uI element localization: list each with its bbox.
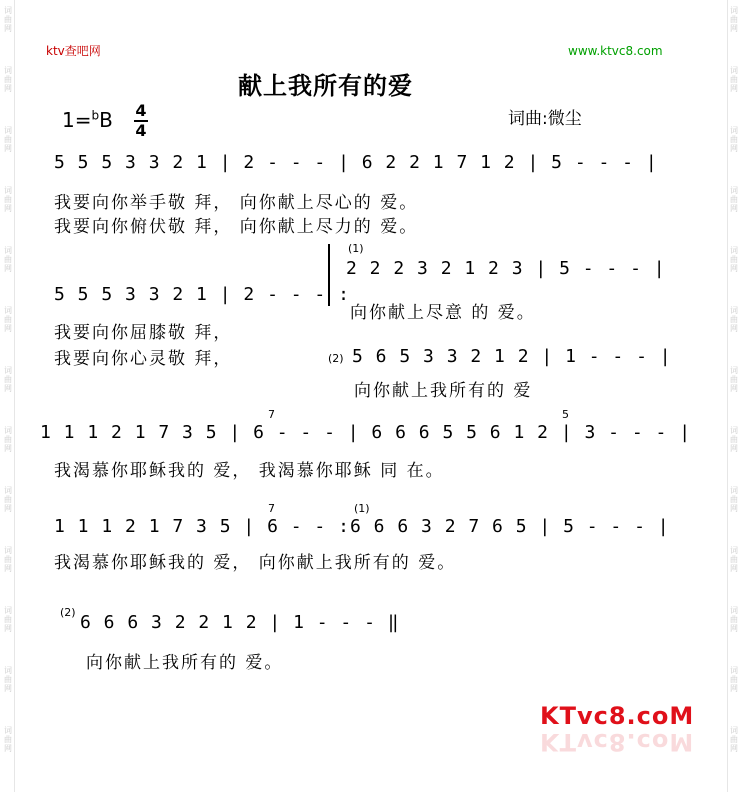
side-watermark-text: 词 曲 网 xyxy=(730,6,738,33)
grace-note-3: 7 xyxy=(268,502,275,515)
lyric-line-5: 向你献上我所有的 爱。 xyxy=(86,653,284,673)
ending-2-notes-a: 5 6 5 3 3 2 1 2 | 1 - - - | xyxy=(352,346,672,367)
ending-2-label-a: (2) xyxy=(328,352,344,365)
key-prefix: 1= xyxy=(62,108,92,132)
side-watermark-text: 词 曲 网 xyxy=(4,306,12,333)
site-url-right: www.ktvc8.com xyxy=(568,44,663,58)
key-note: B xyxy=(99,108,113,132)
ending-1-label-b: (1) xyxy=(354,502,370,515)
side-watermark-text: 词 曲 网 xyxy=(4,546,12,573)
time-bottom: 4 xyxy=(135,121,147,140)
side-watermark-text: 词 曲 网 xyxy=(4,186,12,213)
side-watermark-text: 词 曲 网 xyxy=(4,606,12,633)
side-watermark-text: 词 曲 网 xyxy=(4,426,12,453)
side-watermark-text: 词 曲 网 xyxy=(730,186,738,213)
lyric-line-1a: 我要向你举手敬 拜， 向你献上尽心的 爱。 xyxy=(54,193,419,213)
side-watermark-text: 词 曲 网 xyxy=(4,6,12,33)
side-watermark-text: 词 曲 网 xyxy=(730,246,738,273)
notes-line-2: 5 5 5 3 3 2 1 | 2 - - - : xyxy=(54,284,350,305)
lyric-line-3: 我渴慕你耶稣我的 爱， 我渴慕你耶稣 同 在。 xyxy=(54,461,445,481)
time-top: 4 xyxy=(135,101,147,120)
song-title: 献上我所有的爱 xyxy=(238,71,413,100)
side-watermark-text: 词 曲 网 xyxy=(730,486,738,513)
side-watermark-text: 词 曲 网 xyxy=(4,366,12,393)
side-watermark-text: 词 曲 网 xyxy=(730,126,738,153)
side-watermark-text: 词 曲 网 xyxy=(730,666,738,693)
side-watermark-text: 词 曲 网 xyxy=(4,66,12,93)
side-watermark-text: 词 曲 网 xyxy=(4,486,12,513)
site-name-left: ktv查吧网 xyxy=(46,44,101,58)
lyric-line-2b: 我要向你心灵敬 拜， xyxy=(54,349,233,369)
ending-2-lyric-a: 向你献上我所有的 爱 xyxy=(354,381,533,401)
lyric-line-4: 我渴慕你耶稣我的 爱， 向你献上我所有的 爱。 xyxy=(54,553,457,573)
ending-2-label-b: (2) xyxy=(60,606,76,619)
side-watermark-text: 词 曲 网 xyxy=(4,726,12,753)
notes-line-4: 1 1 1 2 1 7 3 5 | 6 - - : xyxy=(54,516,350,537)
grace-note-1: 7 xyxy=(268,408,275,421)
side-watermark-text: 词 曲 网 xyxy=(730,426,738,453)
side-watermark-text: 词 曲 网 xyxy=(730,306,738,333)
brand-logo-reflection: KTvc8.coM xyxy=(540,728,695,756)
time-signature xyxy=(134,102,148,140)
notes-line-3: 1 1 1 2 1 7 3 5 | 6 - - - | 6 6 6 5 5 6 1 2 | 3 - - - | xyxy=(40,422,692,443)
side-watermark-text: 词 曲 网 xyxy=(730,546,738,573)
side-watermark-text: 词 曲 网 xyxy=(4,666,12,693)
side-watermark-text: 词 曲 网 xyxy=(730,726,738,753)
key-signature xyxy=(62,108,113,132)
lyric-line-2a: 我要向你屈膝敬 拜， xyxy=(54,323,233,343)
side-watermark-text: 词 曲 网 xyxy=(730,606,738,633)
side-watermark-text: 词 曲 网 xyxy=(4,246,12,273)
side-watermark-text: 词 曲 网 xyxy=(4,126,12,153)
ending-1-label-a: (1) xyxy=(348,242,364,255)
notes-line-5: 6 6 6 3 2 2 1 2 | 1 - - - ‖ xyxy=(80,612,400,633)
notes-line-1: 5 5 5 3 3 2 1 | 2 - - - | 6 2 2 1 7 1 2 | 5 - - - | xyxy=(54,152,658,173)
side-watermark-text: 词 曲 网 xyxy=(730,366,738,393)
ending-1-notes-a: 2 2 2 3 2 1 2 3 | 5 - - - | xyxy=(346,258,666,279)
ending-1-lyric-a: 向你献上尽意 的 爱。 xyxy=(350,303,536,323)
grace-note-2: 5 xyxy=(562,408,569,421)
brand-logo: KTvc8.coM xyxy=(540,702,695,730)
ending-1-notes-b: 6 6 6 3 2 7 6 5 | 5 - - - | xyxy=(350,516,670,537)
credit: 词曲:微尘 xyxy=(508,109,582,129)
side-watermark-text: 词 曲 网 xyxy=(730,66,738,93)
lyric-line-1b: 我要向你俯伏敬 拜， 向你献上尽力的 爱。 xyxy=(54,217,419,237)
key-flat: b xyxy=(91,108,100,123)
